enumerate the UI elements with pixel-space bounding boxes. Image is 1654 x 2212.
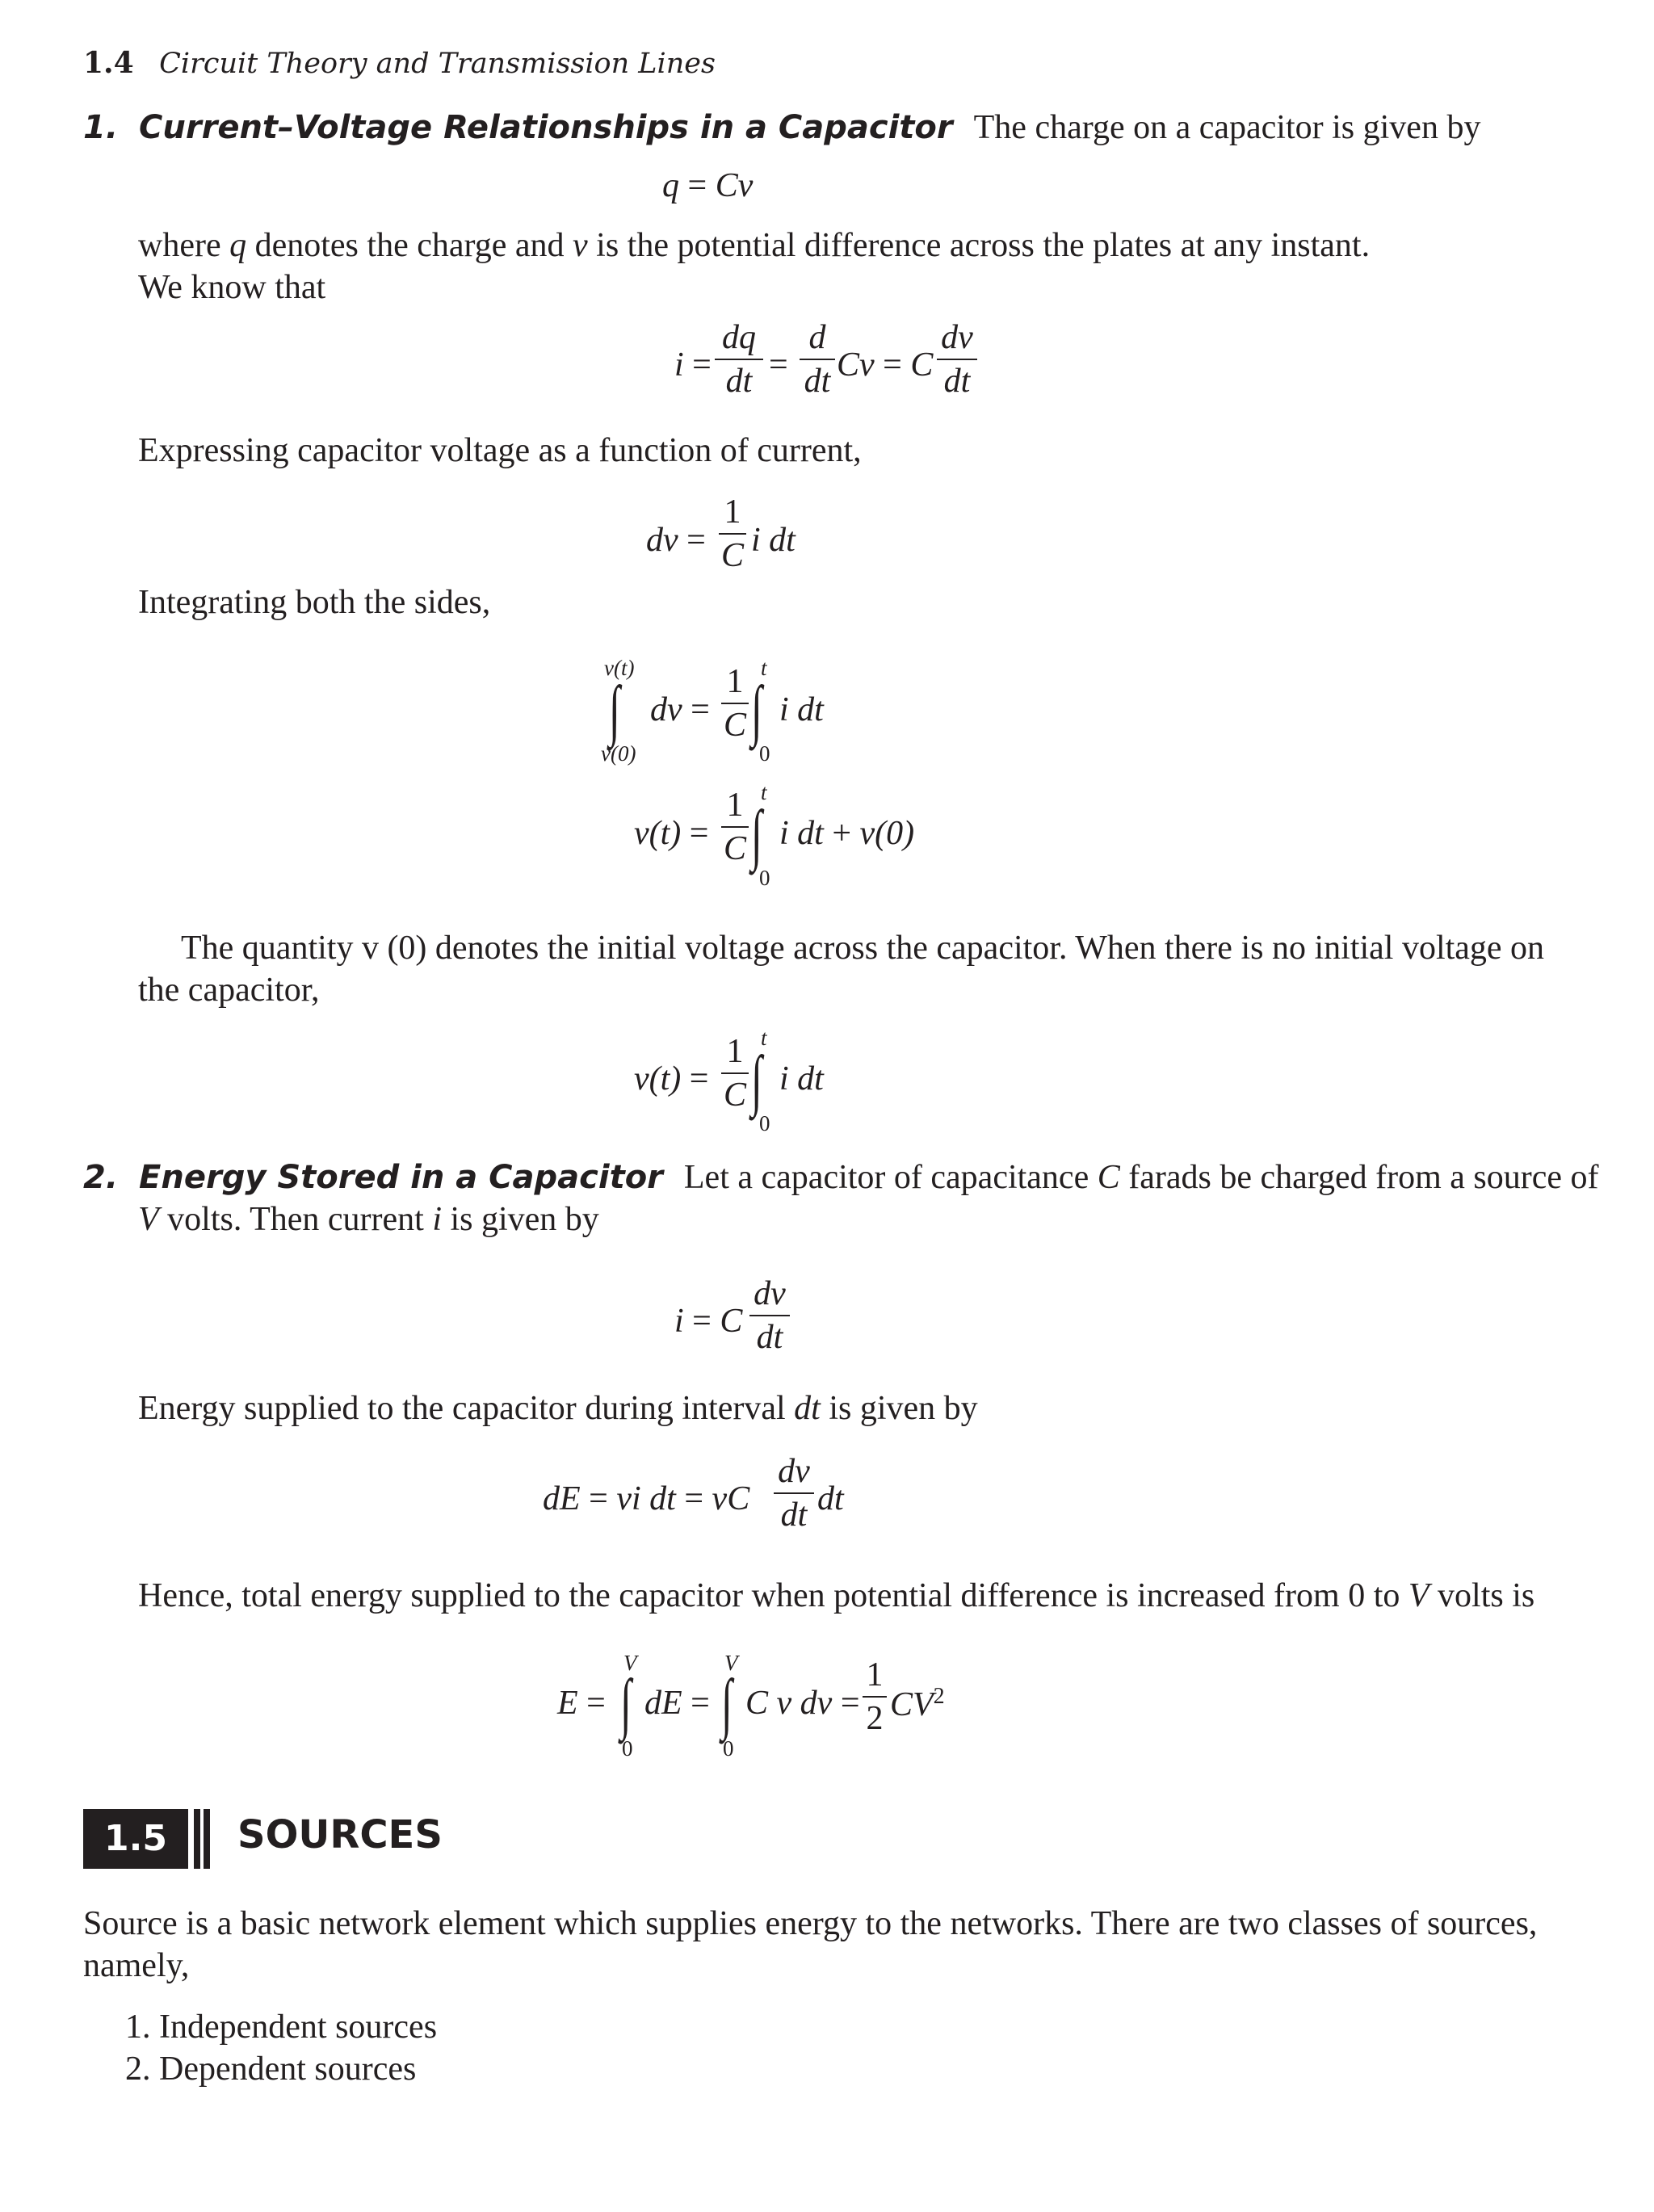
section-para-1: Source is a basic network element which supplies energy to the networks. There are two classes of sources, xyxy=(83,1905,1538,1942)
para-express: Expressing capacitor voltage as a function of current, xyxy=(138,432,862,469)
chapter-title: Circuit Theory and Transmission Lines xyxy=(159,48,716,80)
item1-label: 1. xyxy=(83,109,119,146)
para-quantity-1: The quantity v (0) denotes the initial voltage across the capacitor. When there is no initial voltage on xyxy=(181,930,1545,967)
item2-label: 2. xyxy=(83,1159,119,1196)
item1-lead: The charge on a capacitor is given by xyxy=(973,109,1481,146)
eq-charge: q = Cv xyxy=(662,167,754,204)
item1-heading-line xyxy=(83,107,1480,149)
item2-line2: V volts. Then current i is given by xyxy=(138,1201,599,1238)
list-item: 1. Independent sources xyxy=(125,2008,438,2046)
list-item: 2. Dependent sources xyxy=(125,2050,417,2088)
section-title: SOURCES xyxy=(237,1812,443,1857)
page-number: 1.4 xyxy=(83,46,134,80)
section-badge-rule xyxy=(194,1809,200,1869)
para-know: We know that xyxy=(138,269,326,306)
section-badge-rule xyxy=(204,1809,210,1869)
item2-heading-line xyxy=(83,1156,1599,1198)
para-hence: Hence, total energy supplied to the capacitor when potential difference is increased from 0 to V volts is xyxy=(138,1577,1535,1614)
running-head xyxy=(83,45,716,81)
para-energy-supplied: Energy supplied to the capacitor during interval dt is given by xyxy=(138,1390,978,1427)
item1-heading: Current–Voltage Relationships in a Capacitor xyxy=(139,109,953,146)
section-para-2: namely, xyxy=(83,1947,190,1984)
para-integrate: Integrating both the sides, xyxy=(138,584,491,621)
item2-lead: Let a capacitor of capacitance C farads be charged from a source of xyxy=(683,1159,1599,1196)
section-number-badge: 1.5 xyxy=(83,1809,188,1869)
para-quantity-2: the capacitor, xyxy=(138,972,320,1009)
item2-heading: Energy Stored in a Capacitor xyxy=(139,1159,663,1196)
para-where: where q denotes the charge and v is the potential difference across the plates at any instant. xyxy=(138,227,1371,264)
